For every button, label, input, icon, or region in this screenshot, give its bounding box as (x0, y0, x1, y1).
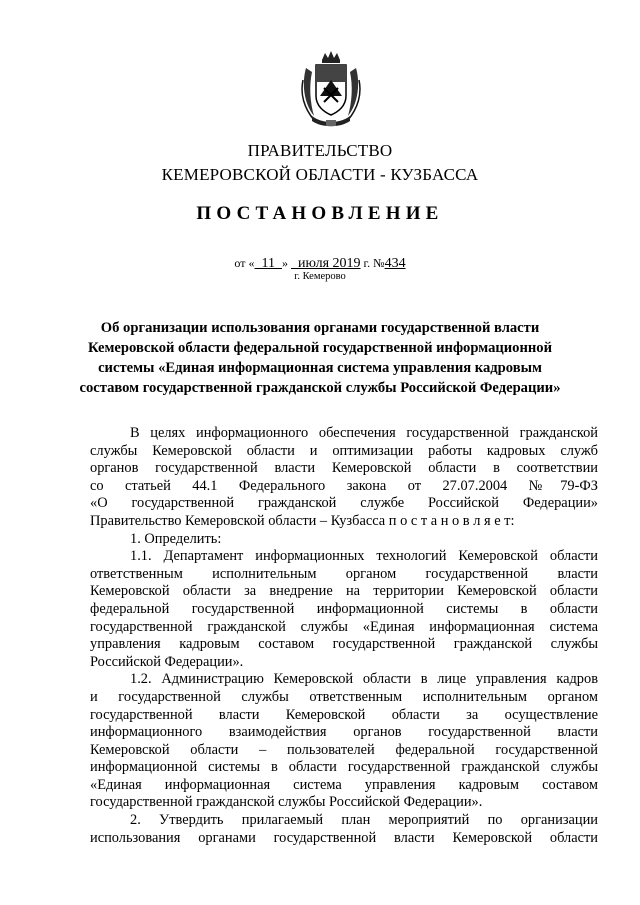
body-line: «О государственной гражданской службе Российской Федерации» (90, 495, 598, 512)
date-number-line (0, 256, 640, 272)
title-line: составом государственной гражданской службы Российской Федерации» (79, 380, 561, 396)
body-line: «Единая информационная система управления кадровым составом (90, 776, 598, 793)
government-name-line-1: ПРАВИТЕЛЬСТВО (247, 141, 393, 160)
coat-of-arms-emblem (300, 50, 362, 130)
body-line: Кемеровской области – пользователей федеральной государственной (90, 741, 598, 758)
date-month-year: июля 2019 (298, 256, 361, 271)
body-line: 1.2. Администрацию Кемеровской области в лице управления кадров (130, 671, 598, 688)
body-line: федеральной государственной информационной системы в области (90, 600, 598, 617)
body-line: информационного взаимодействия органов государственной власти (90, 724, 598, 741)
title-line: системы «Единая информационная система управления кадровым (98, 360, 542, 376)
title-line: Об организации использования органами государственной власти (100, 320, 540, 336)
city-label: г. Кемерово (294, 271, 346, 282)
body-line: органов государственной власти Кемеровской области в соответствии (90, 460, 598, 477)
body-line: информационной системы в области государственной гражданской службы (90, 759, 598, 776)
body-line: Кемеровской области за внедрение на территории Кемеровской области (90, 583, 598, 600)
body-line: 1. Определить: (130, 530, 222, 547)
body-line: службы Кемеровской области и оптимизации работы кадровых служб (90, 442, 598, 459)
document-body (90, 425, 598, 847)
body-line: государственной гражданской службы Российской Федерации». (90, 794, 483, 811)
body-line: и государственной службы ответственным исполнительным органом (90, 688, 598, 705)
document-type-heading: ПОСТАНОВЛЕНИЕ (196, 203, 444, 224)
year-suffix: г. (363, 256, 371, 270)
date-separator: » (282, 256, 288, 270)
body-line: 2. Утвердить прилагаемый план мероприятий по организации (130, 812, 598, 829)
body-line: использования органами государственной власти Кемеровской области (90, 829, 598, 846)
body-line: Правительство Кемеровской области – Кузбасса п о с т а н о в л я е т: (90, 512, 515, 529)
document-title (75, 318, 565, 398)
body-line: государственной гражданской службы «Единая информационная система (90, 618, 598, 635)
body-line: ответственным исполнительным органом государственной власти (90, 565, 598, 582)
date-day: 11 (261, 256, 275, 271)
document-number: 434 (384, 256, 406, 271)
body-line: Российской Федерации». (90, 653, 244, 670)
number-label: № (373, 256, 385, 270)
body-line: управления кадровым составом государственной гражданской службы (90, 636, 598, 653)
body-line: со статьей 44.1 Федерального закона от 27.07.2004 №79-ФЗ (90, 477, 598, 494)
body-line: государственной власти Кемеровской области за осуществление (90, 706, 598, 723)
date-prefix: от « (234, 256, 255, 270)
body-line: 1.1. Департамент информационных технологий Кемеровской области (130, 548, 598, 565)
government-name-line-2: КЕМЕРОВСКОЙ ОБЛАСТИ - КУЗБАССА (161, 165, 479, 184)
title-line: Кемеровской области федеральной государственной информационной (87, 340, 553, 356)
body-line: В целях информационного обеспечения государственной гражданской (130, 425, 598, 441)
